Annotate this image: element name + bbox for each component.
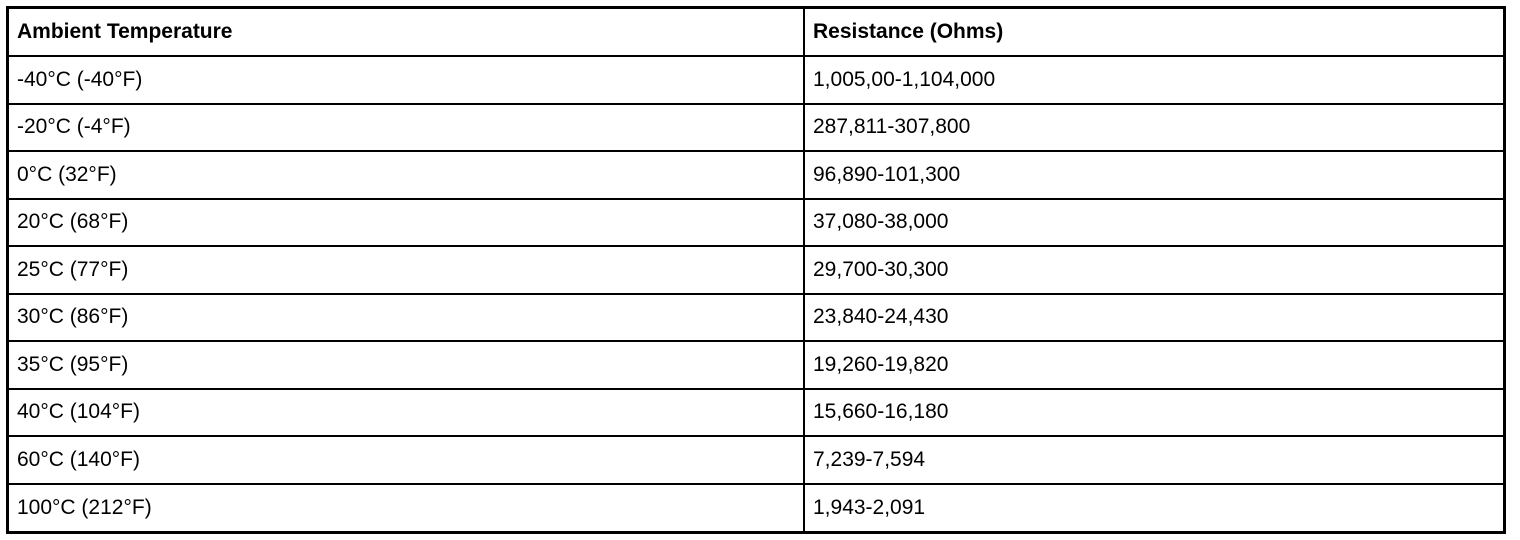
resistance-cell: 7,239-7,594 xyxy=(804,436,1503,484)
temperature-cell: 35°C (95°F) xyxy=(9,341,804,389)
table-row xyxy=(9,341,1503,389)
temperature-cell: -40°C (-40°F) xyxy=(9,56,804,104)
temperature-cell: 40°C (104°F) xyxy=(9,389,804,437)
table-row xyxy=(9,389,1503,437)
temperature-cell: 0°C (32°F) xyxy=(9,151,804,199)
table-row xyxy=(9,246,1503,294)
temperature-cell: -20°C (-4°F) xyxy=(9,104,804,152)
resistance-cell: 37,080-38,000 xyxy=(804,199,1503,247)
temperature-cell: 20°C (68°F) xyxy=(9,199,804,247)
table-row xyxy=(9,484,1503,532)
header-ambient-temperature: Ambient Temperature xyxy=(9,9,804,56)
temperature-cell: 25°C (77°F) xyxy=(9,246,804,294)
resistance-cell: 29,700-30,300 xyxy=(804,246,1503,294)
resistance-cell: 96,890-101,300 xyxy=(804,151,1503,199)
table-row xyxy=(9,294,1503,342)
table-row xyxy=(9,151,1503,199)
table-row xyxy=(9,104,1503,152)
resistance-cell: 23,840-24,430 xyxy=(804,294,1503,342)
table-row xyxy=(9,436,1503,484)
table-header-row xyxy=(9,9,1503,56)
resistance-cell: 287,811-307,800 xyxy=(804,104,1503,152)
temperature-cell: 30°C (86°F) xyxy=(9,294,804,342)
resistance-cell: 15,660-16,180 xyxy=(804,389,1503,437)
resistance-cell: 1,005,00-1,104,000 xyxy=(804,56,1503,104)
resistance-cell: 1,943-2,091 xyxy=(804,484,1503,532)
resistance-table xyxy=(9,9,1503,531)
header-resistance: Resistance (Ohms) xyxy=(804,9,1503,56)
resistance-table-container xyxy=(6,6,1506,534)
table-row xyxy=(9,56,1503,104)
table-row xyxy=(9,199,1503,247)
temperature-cell: 100°C (212°F) xyxy=(9,484,804,532)
temperature-cell: 60°C (140°F) xyxy=(9,436,804,484)
resistance-cell: 19,260-19,820 xyxy=(804,341,1503,389)
